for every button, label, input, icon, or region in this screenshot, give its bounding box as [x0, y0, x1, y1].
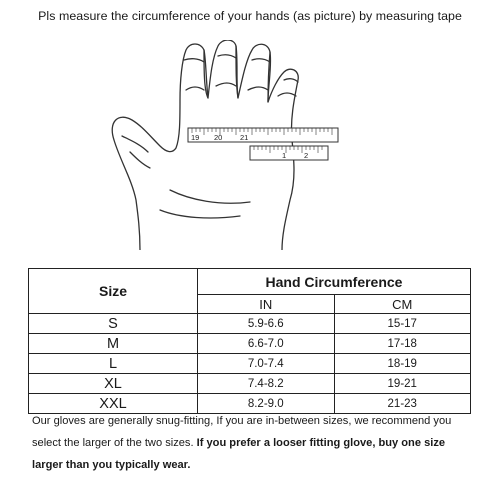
measure-instruction: Pls measure the circumference of your hands (as picture) by measuring tape — [38, 9, 462, 23]
cm-cell: 17-18 — [334, 334, 471, 354]
size-cell: M — [29, 334, 198, 354]
in-cell: 6.6-7.0 — [198, 334, 335, 354]
tape-number: 2 — [304, 151, 309, 160]
unit-cm-header: CM — [334, 295, 471, 314]
in-cell: 7.4-8.2 — [198, 374, 335, 394]
sizing-note — [32, 410, 478, 476]
tape-number: 1 — [282, 151, 287, 160]
in-cell: 5.9-6.6 — [198, 314, 335, 334]
hand-circumference-header: Hand Circumference — [198, 269, 471, 295]
size-chart-table — [28, 268, 471, 414]
size-column-header: Size — [29, 269, 198, 314]
size-cell: XL — [29, 374, 198, 394]
cm-cell: 19-21 — [334, 374, 471, 394]
in-cell: 8.2-9.0 — [198, 394, 335, 414]
table-header-row — [29, 269, 471, 295]
tape-number: 19 — [191, 133, 200, 142]
sizing-note-bold: If you prefer a looser fitting glove, buy one size larger than you typically wear. — [32, 437, 446, 471]
size-cell: XXL — [29, 394, 198, 414]
cm-cell: 21-23 — [334, 394, 471, 414]
tape-number: 21 — [240, 133, 249, 142]
hand-measuring-illustration — [100, 40, 400, 250]
table-row — [29, 374, 471, 394]
measuring-tape-lower — [250, 146, 328, 160]
size-cell: S — [29, 314, 198, 334]
cm-cell: 15-17 — [334, 314, 471, 334]
table-row — [29, 354, 471, 374]
sizing-note-text: Our gloves are generally snug-fitting, If you are in-between sizes, we recommend you select the larger of the two sizes. — [32, 415, 452, 449]
measuring-tape-upper — [188, 128, 338, 142]
in-cell: 7.0-7.4 — [198, 354, 335, 374]
size-cell: L — [29, 354, 198, 374]
tape-number: 20 — [214, 133, 223, 142]
table-row — [29, 334, 471, 354]
unit-in-header: IN — [198, 295, 335, 314]
table-row — [29, 314, 471, 334]
cm-cell: 18-19 — [334, 354, 471, 374]
